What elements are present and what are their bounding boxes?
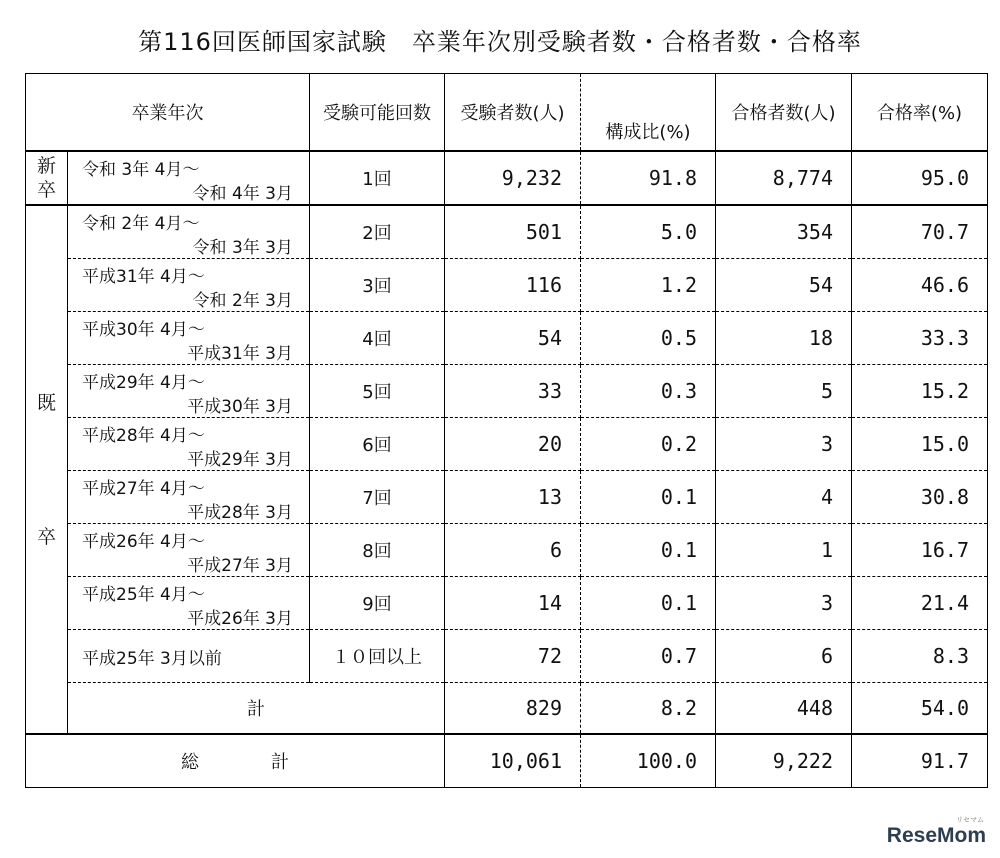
passers-cell: 18 [716, 312, 852, 365]
table-row [26, 365, 988, 418]
grad-period [68, 151, 310, 205]
period-start: 平成25年 4月～ [82, 585, 205, 605]
subtotal-rate: 54.0 [852, 683, 988, 735]
share-cell: 0.2 [581, 418, 716, 471]
rate-cell: 16.7 [852, 524, 988, 577]
examinees-cell: 501 [445, 205, 581, 259]
total-passers: 9,222 [716, 734, 852, 788]
group-past-bottom: 卒 [36, 525, 56, 548]
rate-cell: 15.0 [852, 418, 988, 471]
total-rate: 91.7 [852, 734, 988, 788]
rate-cell: 30.8 [852, 471, 988, 524]
table-row [26, 312, 988, 365]
total-row [26, 734, 988, 788]
examinees-cell: 72 [445, 630, 581, 683]
header-row [26, 74, 988, 152]
header-passers: 合格者数(人) [716, 74, 852, 152]
passers-cell: 354 [716, 205, 852, 259]
resemom-logo [886, 817, 986, 848]
subtotal-examinees: 829 [445, 683, 581, 735]
passers-cell: 8,774 [716, 151, 852, 205]
passers-cell: 5 [716, 365, 852, 418]
passers-cell: 54 [716, 259, 852, 312]
examinees-cell: 9,232 [445, 151, 581, 205]
header-rate: 合格率(%) [852, 74, 988, 152]
period-start: 令和 3年 4月～ [82, 160, 200, 180]
grad-period [68, 259, 310, 312]
table-row [26, 577, 988, 630]
period-end: 令和 4年 3月 [192, 184, 293, 204]
header-share: 構成比(%) [581, 74, 716, 152]
period-end: 平成31年 3月 [187, 344, 293, 364]
grad-period [68, 365, 310, 418]
period-end: 平成26年 3月 [187, 609, 293, 629]
page-title: 第116回医師国家試験 卒業年次別受験者数・合格者数・合格率 [138, 28, 862, 56]
attempts-cell: 3回 [310, 259, 445, 312]
subtotal-row [26, 683, 988, 735]
period-start: 平成30年 4月～ [82, 320, 205, 340]
attempts-cell: 6回 [310, 418, 445, 471]
subtotal-share: 8.2 [581, 683, 716, 735]
rate-cell: 8.3 [852, 630, 988, 683]
period-start: 平成26年 4月～ [82, 532, 205, 552]
group-past-top: 既 [36, 391, 56, 414]
share-cell: 0.3 [581, 365, 716, 418]
grad-period [68, 418, 310, 471]
period-start: 平成31年 4月～ [82, 267, 205, 287]
table-row [26, 471, 988, 524]
group-past-graduates [26, 205, 68, 734]
results-table [25, 73, 988, 788]
share-cell: 0.5 [581, 312, 716, 365]
period-end: 平成27年 3月 [187, 556, 293, 576]
rate-cell: 15.2 [852, 365, 988, 418]
period-end: 令和 2年 3月 [192, 291, 293, 311]
table-row [26, 259, 988, 312]
total-examinees: 10,061 [445, 734, 581, 788]
examinees-cell: 13 [445, 471, 581, 524]
grad-period [68, 471, 310, 524]
attempts-cell: 4回 [310, 312, 445, 365]
grad-period [68, 524, 310, 577]
logo-text: ReseMom [886, 824, 986, 847]
period-start: 平成28年 4月～ [82, 426, 205, 446]
passers-cell: 1 [716, 524, 852, 577]
passers-cell: 4 [716, 471, 852, 524]
period-start: 令和 2年 4月～ [82, 214, 200, 234]
attempts-cell: 7回 [310, 471, 445, 524]
examinees-cell: 33 [445, 365, 581, 418]
share-cell: 91.8 [581, 151, 716, 205]
attempts-cell: 1回 [310, 151, 445, 205]
period-start: 平成27年 4月～ [82, 479, 205, 499]
examinees-cell: 54 [445, 312, 581, 365]
period-end: 平成30年 3月 [187, 397, 293, 417]
table-row [26, 630, 988, 683]
rate-cell: 95.0 [852, 151, 988, 205]
group-new-graduates: 新 卒 [26, 151, 68, 205]
header-examinees: 受験者数(人) [445, 74, 581, 152]
passers-cell: 3 [716, 418, 852, 471]
rate-cell: 33.3 [852, 312, 988, 365]
rate-cell: 46.6 [852, 259, 988, 312]
share-cell: 0.1 [581, 524, 716, 577]
period-start: 平成29年 4月～ [82, 373, 205, 393]
period-end: 平成28年 3月 [187, 503, 293, 523]
grad-period [68, 312, 310, 365]
attempts-cell: 9回 [310, 577, 445, 630]
attempts-cell: 5回 [310, 365, 445, 418]
logo-sub: リセマム [956, 817, 984, 824]
subtotal-label: 計 [68, 683, 445, 735]
table-row [26, 205, 988, 259]
period-end: 平成29年 3月 [187, 450, 293, 470]
table-row [26, 151, 988, 205]
subtotal-passers: 448 [716, 683, 852, 735]
rate-cell: 21.4 [852, 577, 988, 630]
examinees-cell: 116 [445, 259, 581, 312]
share-cell: 5.0 [581, 205, 716, 259]
examinees-cell: 14 [445, 577, 581, 630]
grad-period [68, 205, 310, 259]
share-cell: 0.1 [581, 471, 716, 524]
header-attempts: 受験可能回数 [310, 74, 445, 152]
table-row [26, 418, 988, 471]
attempts-cell: １０回以上 [310, 630, 445, 683]
examinees-cell: 6 [445, 524, 581, 577]
passers-cell: 3 [716, 577, 852, 630]
share-cell: 0.7 [581, 630, 716, 683]
examinees-cell: 20 [445, 418, 581, 471]
table-row [26, 524, 988, 577]
header-grad-year: 卒業年次 [26, 74, 310, 152]
grad-period [68, 577, 310, 630]
share-cell: 1.2 [581, 259, 716, 312]
total-share: 100.0 [581, 734, 716, 788]
total-label: 総 計 [26, 734, 445, 788]
period-label: 平成25年 3月以前 [82, 649, 222, 669]
period-end: 令和 3年 3月 [192, 238, 293, 258]
passers-cell: 6 [716, 630, 852, 683]
grad-period [68, 630, 310, 683]
attempts-cell: 2回 [310, 205, 445, 259]
rate-cell: 70.7 [852, 205, 988, 259]
share-cell: 0.1 [581, 577, 716, 630]
attempts-cell: 8回 [310, 524, 445, 577]
